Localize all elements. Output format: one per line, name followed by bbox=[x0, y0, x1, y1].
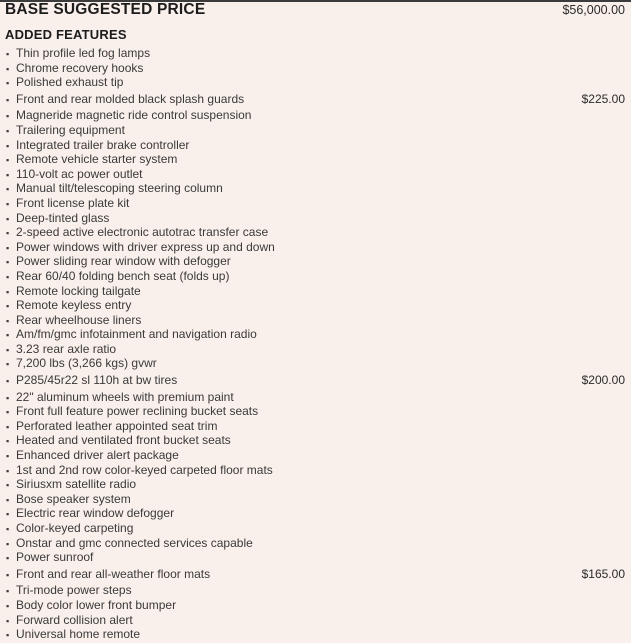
feature-row bbox=[0, 628, 631, 643]
feature-price: $225.00 bbox=[581, 91, 625, 106]
base-price-row bbox=[0, 2, 631, 17]
bullet-icon: ▪ bbox=[6, 140, 10, 151]
bullet-icon: ▪ bbox=[6, 125, 10, 136]
bullet-icon: ▪ bbox=[6, 301, 10, 312]
feature-label: Thin profile led fog lamps bbox=[16, 47, 151, 60]
feature-row bbox=[0, 434, 631, 449]
window-sticker-pricing-panel bbox=[0, 1, 631, 642]
feature-label: 2-speed active electronic autotrac transfer case bbox=[16, 226, 269, 240]
bullet-icon: ▪ bbox=[6, 553, 10, 564]
feature-label: Integrated trailer brake controller bbox=[16, 138, 190, 152]
bullet-icon: ▪ bbox=[6, 286, 10, 297]
bullet-icon: ▪ bbox=[6, 359, 10, 370]
feature-label: Siriusxm satellite radio bbox=[16, 478, 137, 492]
feature-label: Remote keyless entry bbox=[16, 299, 132, 313]
bullet-icon: ▪ bbox=[6, 524, 10, 534]
feature-row bbox=[0, 182, 631, 197]
feature-label: Remote locking tailgate bbox=[16, 284, 141, 298]
feature-row bbox=[0, 255, 631, 270]
bullet-icon: ▪ bbox=[6, 198, 10, 209]
feature-row bbox=[0, 270, 631, 285]
base-suggested-price-value: $56,000.00 bbox=[562, 3, 625, 17]
bullet-icon: ▪ bbox=[6, 509, 10, 520]
bullet-icon: ▪ bbox=[6, 600, 10, 611]
feature-row bbox=[0, 62, 631, 77]
feature-row bbox=[0, 153, 631, 168]
feature-row bbox=[0, 314, 631, 329]
feature-row bbox=[0, 568, 631, 583]
base-suggested-price-title: BASE SUGGESTED PRICE bbox=[5, 1, 206, 18]
feature-label: 22" aluminum wheels with premium paint bbox=[16, 390, 234, 404]
bullet-icon: ▪ bbox=[6, 451, 10, 462]
feature-label: Deep-tinted glass bbox=[16, 211, 110, 225]
feature-row bbox=[0, 537, 631, 552]
bullet-icon: ▪ bbox=[6, 465, 10, 476]
feature-row bbox=[0, 478, 631, 493]
feature-label: Chrome recovery hooks bbox=[16, 61, 144, 75]
feature-row bbox=[0, 357, 631, 372]
bullet-icon: ▪ bbox=[6, 344, 10, 355]
feature-row bbox=[0, 328, 631, 343]
bullet-icon: ▪ bbox=[6, 63, 10, 74]
bullet-icon: ▪ bbox=[6, 184, 10, 195]
bullet-icon: ▪ bbox=[6, 155, 10, 166]
feature-label: 110-volt ac power outlet bbox=[16, 167, 143, 181]
bullet-icon: ▪ bbox=[6, 242, 10, 253]
feature-label: 1st and 2nd row color-keyed carpeted floor mats bbox=[16, 463, 273, 477]
feature-row bbox=[0, 405, 631, 420]
feature-row bbox=[0, 420, 631, 435]
feature-row bbox=[0, 168, 631, 183]
feature-row bbox=[0, 584, 631, 599]
feature-label: Front and rear molded black splash guards bbox=[16, 92, 245, 106]
feature-row bbox=[0, 614, 631, 629]
bullet-icon: ▪ bbox=[6, 213, 10, 224]
added-features-title: ADDED FEATURES bbox=[5, 27, 127, 42]
feature-row bbox=[0, 551, 631, 566]
feature-label: Power sliding rear window with defogger bbox=[16, 255, 231, 269]
bullet-icon: ▪ bbox=[6, 586, 10, 597]
feature-label: Perforated leather appointed seat trim bbox=[16, 419, 218, 433]
feature-label: Universal home remote bbox=[16, 628, 141, 642]
feature-row bbox=[0, 299, 631, 314]
bullet-icon: ▪ bbox=[6, 257, 10, 268]
feature-row bbox=[0, 599, 631, 614]
feature-label: Am/fm/gmc infotainment and navigation radio bbox=[16, 328, 257, 342]
bullet-icon: ▪ bbox=[6, 494, 10, 505]
feature-row bbox=[0, 139, 631, 154]
feature-row bbox=[0, 493, 631, 508]
feature-price: $200.00 bbox=[581, 373, 625, 388]
feature-label: Body color lower front bumper bbox=[16, 598, 177, 612]
feature-row bbox=[0, 93, 631, 108]
feature-label: Trailering equipment bbox=[16, 123, 125, 137]
feature-label: Magneride magnetic ride control suspension bbox=[16, 109, 252, 123]
feature-label: Enhanced driver alert package bbox=[16, 449, 179, 463]
feature-label: Manual tilt/telescoping steering column bbox=[16, 182, 223, 196]
feature-row bbox=[0, 76, 631, 91]
feature-label: Power sunroof bbox=[16, 551, 94, 565]
feature-label: Heated and ventilated front bucket seats bbox=[16, 434, 231, 448]
bullet-icon: ▪ bbox=[6, 228, 10, 239]
bullet-icon: ▪ bbox=[6, 480, 10, 491]
feature-label: Remote vehicle starter system bbox=[16, 153, 178, 167]
bullet-icon: ▪ bbox=[6, 392, 10, 403]
feature-label: 3.23 rear axle ratio bbox=[16, 342, 117, 356]
feature-row bbox=[0, 124, 631, 139]
feature-label: Color-keyed carpeting bbox=[16, 522, 134, 535]
bullet-icon: ▪ bbox=[6, 407, 10, 418]
feature-label: Tri-mode power steps bbox=[16, 584, 132, 598]
bullet-icon: ▪ bbox=[6, 78, 10, 89]
feature-row bbox=[0, 109, 631, 124]
bullet-icon: ▪ bbox=[6, 569, 10, 580]
bullet-icon: ▪ bbox=[6, 49, 10, 59]
feature-row bbox=[0, 47, 631, 62]
bullet-icon: ▪ bbox=[6, 615, 10, 626]
feature-label: Power windows with driver express up and down bbox=[16, 240, 275, 254]
bullet-icon: ▪ bbox=[6, 315, 10, 326]
bullet-icon: ▪ bbox=[6, 436, 10, 447]
bullet-icon: ▪ bbox=[6, 94, 10, 105]
feature-row bbox=[0, 464, 631, 479]
feature-label: Bose speaker system bbox=[16, 492, 131, 506]
bullet-icon: ▪ bbox=[6, 169, 10, 180]
feature-label: 7,200 lbs (3,266 kgs) gvwr bbox=[16, 357, 157, 371]
feature-row bbox=[0, 343, 631, 358]
bullet-icon: ▪ bbox=[6, 630, 10, 641]
feature-label: Rear 60/40 folding bench seat (folds up) bbox=[16, 269, 230, 283]
feature-label: Polished exhaust tip bbox=[16, 76, 124, 90]
bullet-icon: ▪ bbox=[6, 376, 10, 387]
feature-row bbox=[0, 197, 631, 212]
bullet-icon: ▪ bbox=[6, 538, 10, 549]
features-list bbox=[0, 47, 631, 643]
feature-label: Rear wheelhouse liners bbox=[16, 313, 142, 327]
feature-price: $165.00 bbox=[581, 566, 625, 581]
feature-row bbox=[0, 212, 631, 227]
bullet-icon: ▪ bbox=[6, 271, 10, 282]
feature-row bbox=[0, 374, 631, 389]
bullet-icon: ▪ bbox=[6, 111, 10, 122]
feature-label: P285/45r22 sl 110h at bw tires bbox=[16, 374, 178, 388]
feature-label: Forward collision alert bbox=[16, 613, 133, 627]
feature-row bbox=[0, 391, 631, 406]
feature-row bbox=[0, 285, 631, 300]
feature-row bbox=[0, 241, 631, 256]
feature-label: Front and rear all-weather floor mats bbox=[16, 567, 211, 581]
bullet-icon: ▪ bbox=[6, 330, 10, 341]
feature-row bbox=[0, 522, 631, 537]
feature-label: Electric rear window defogger bbox=[16, 507, 175, 521]
bullet-icon: ▪ bbox=[6, 421, 10, 432]
feature-row bbox=[0, 449, 631, 464]
feature-row bbox=[0, 507, 631, 522]
feature-label: Front license plate kit bbox=[16, 196, 130, 210]
feature-label: Front full feature power reclining bucket seats bbox=[16, 405, 259, 419]
feature-row bbox=[0, 226, 631, 241]
feature-label: Onstar and gmc connected services capable bbox=[16, 536, 253, 550]
